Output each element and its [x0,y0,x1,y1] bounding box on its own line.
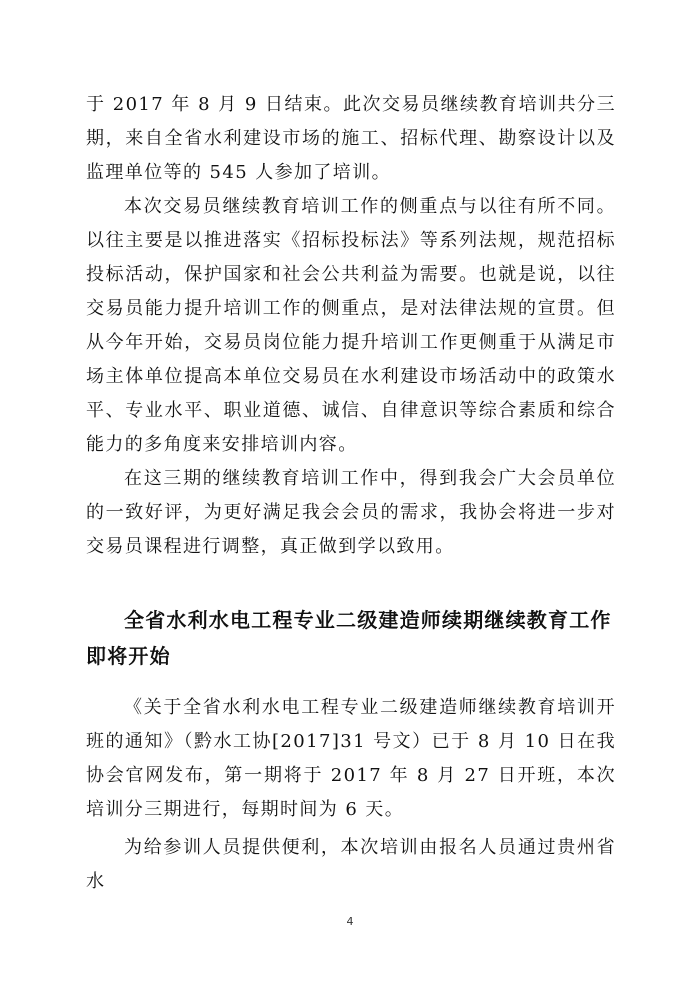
paragraph-training-summary: 于 2017 年 8 月 9 日结束。此次交易员继续教育培训共分三期，来自全省水利建设市场的施工、招标代理、勘察设计以及监理单位等的 545 人参加了培训。 [86,94,616,183]
section-heading: 全省水利水电工程专业二级建造师续期继续教育工作即将开始 [86,608,612,668]
paragraph-training-focus: 本次交易员继续教育培训工作的侧重点与以往有所不同。以往主要是以推进落实《招标投标法》等系列法规，规范招标投标活动，保护国家和社会公共利益为需要。也就是说，以往交易员能力提升培训工作的侧重点，是对法律法规的宣贯。但从今年开始，交易员岗位能力提升培训工作更侧重于从满足市场主体单位提高本单位交易员在水利建设市场活动中的政策水平、专业水平、职业道德、诚信、自律意识等综合素质和综合能力的多角度来安排培训内容。 [86,196,616,455]
paragraph-training-feedback: 在这三期的继续教育培训工作中，得到我会广大会员单位的一致好评，为更好满足我会会员的需求，我协会将进一步对交易员课程进行调整，真正做到学以致用。 [86,468,616,557]
page-number: 4 [346,915,354,928]
paragraph-notice: 《关于全省水利水电工程专业二级建造师继续教育培训开班的通知》（黔水工协[2017]31 号文）已于 8 月 10 日在我协会官网发布，第一期将于 2017 年 8 月 27 日开班，本次培训分三期进行，每期时间为 6 天。 [86,696,616,820]
paragraph-convenience: 为给参训人员提供便利，本次培训由报名人员通过贵州省水 [86,836,616,892]
document-body [86,88,616,899]
